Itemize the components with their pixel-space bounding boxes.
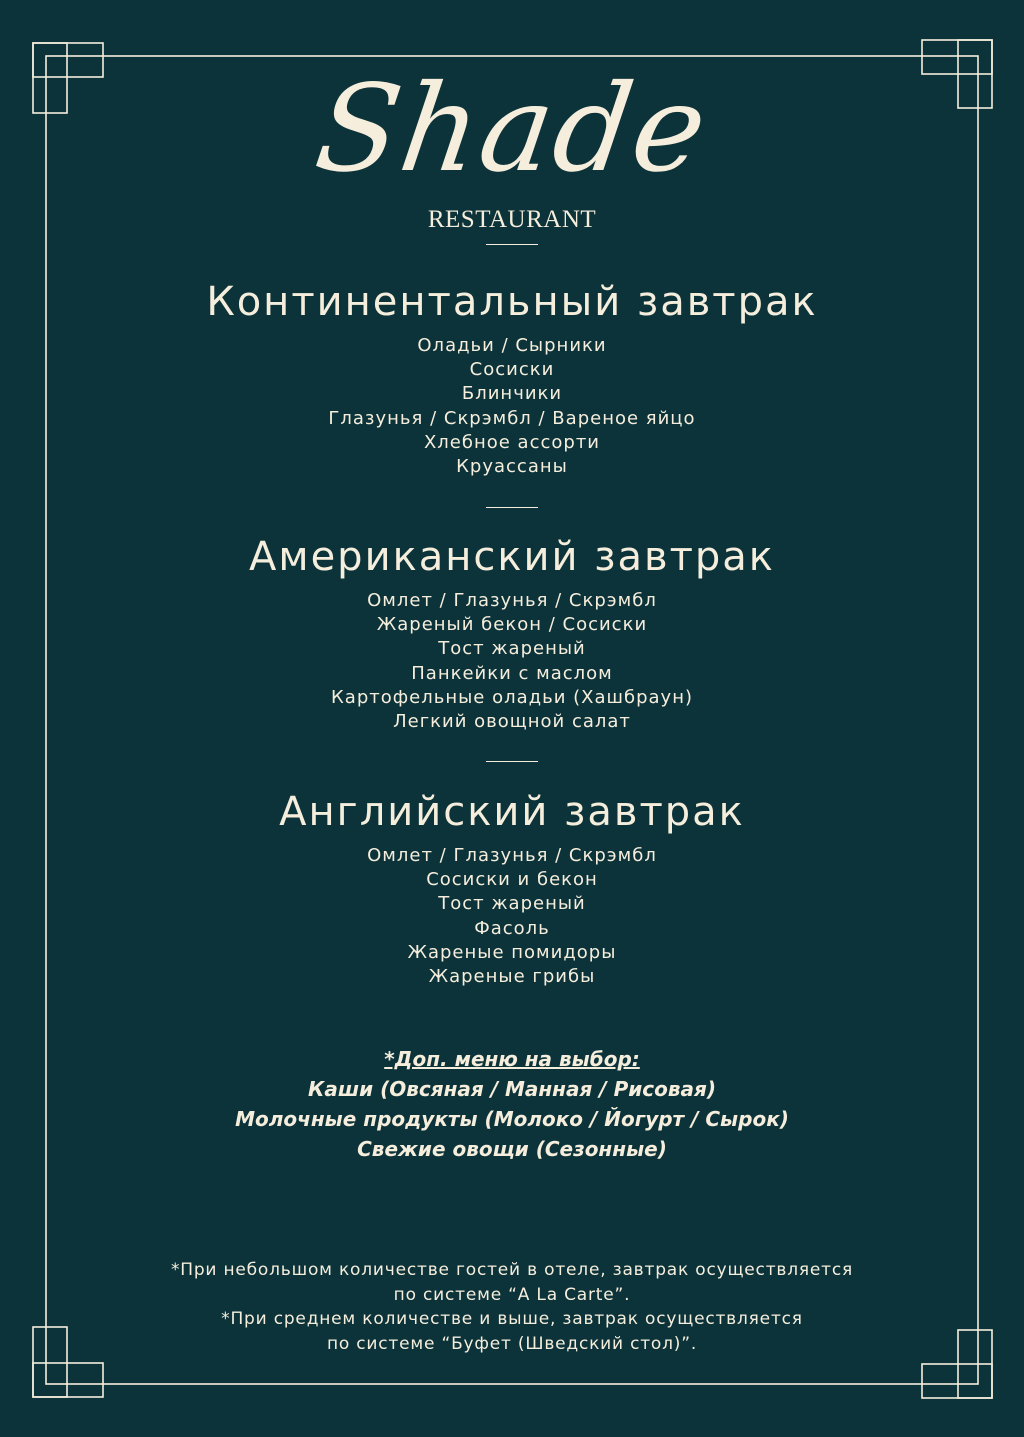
section-american [0,531,1024,734]
list-item: Оладьи / Сырники [417,335,607,356]
list-item: Жареные помидоры [407,941,617,963]
extra-menu-heading: *Доп. меню на выбор: [384,1047,640,1071]
section-english [0,786,1024,989]
list-item: Тост жареный [438,638,586,660]
list-item: Жареные грибы [428,966,596,988]
list-item: Легкий овощной салат [393,711,631,733]
section-title: Континентальный завтрак [206,279,818,325]
list-item: Круассаны [456,456,568,478]
footnote-line: *При небольшом количестве гостей в отеле, завтрак осуществляется [170,1260,854,1280]
list-item: Панкейки с маслом [411,662,613,684]
list-item: Фасоль [474,917,550,939]
footnote-line: по системе “A La Carte”. [393,1284,631,1305]
section-divider [486,761,538,762]
footnote-line: *При среднем количестве и выше, завтрак осуществляется [221,1309,803,1329]
shade-logo: Shade [307,60,717,199]
item-list [0,334,1024,479]
section-continental [0,276,1024,479]
section-title: Английский завтрак [279,789,745,835]
list-item: Тост жареный [438,893,586,915]
list-item: Хлебное ассорти [423,431,601,453]
section-title: Американский завтрак [249,534,775,580]
restaurant-subtitle: RESTAURANT [427,206,597,233]
section-divider [486,507,538,508]
footnotes [0,1258,1024,1356]
list-item: Омлет / Глазунья / Скрэмбл [367,845,657,866]
extra-menu-line: Молочные продукты (Молоко / Йогурт / Сырок) [235,1107,789,1131]
list-item: Картофельные оладьи (Хашбраун) [331,686,693,708]
item-list [0,589,1024,734]
list-item: Омлет / Глазунья / Скрэмбл [367,590,657,611]
extra-menu-line: Каши (Овсяная / Манная / Рисовая) [308,1077,716,1101]
list-item: Жареный бекон / Сосиски [376,614,648,636]
header-divider [486,244,538,245]
item-list [0,844,1024,989]
extra-menu [0,1044,1024,1164]
footnote-line: по системе “Буфет (Шведский стол)”. [326,1333,698,1354]
brand-header [0,60,1024,245]
list-item: Сосиски [469,359,555,381]
extra-menu-line: Свежие овощи (Сезонные) [357,1137,667,1161]
list-item: Глазунья / Скрэмбл / Вареное яйцо [328,407,696,429]
list-item: Блинчики [461,383,563,405]
list-item: Сосиски и бекон [426,869,598,891]
